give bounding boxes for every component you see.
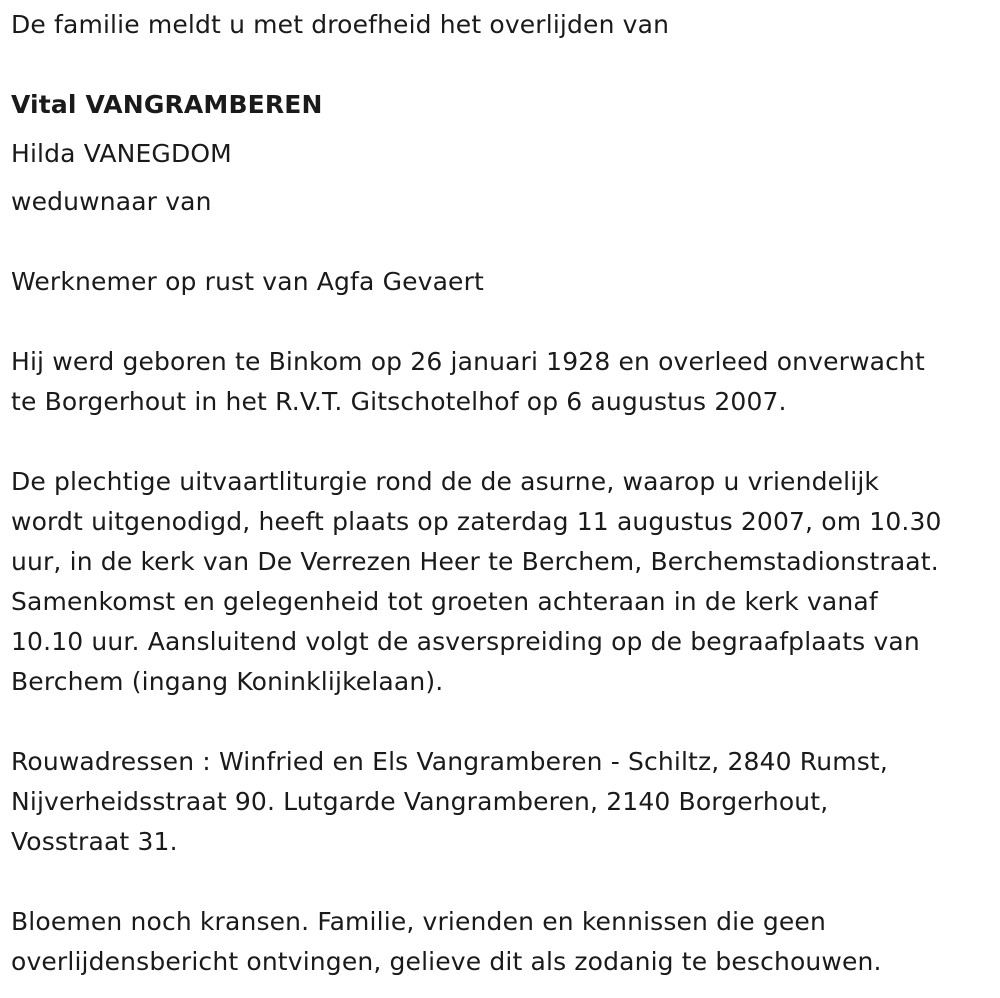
ceremony-line: Samenkomst en gelegenheid tot groeten achteraan in de kerk vanaf bbox=[11, 587, 878, 616]
ceremony-line: wordt uitgenodigd, heeft plaats op zaterdag 11 augustus 2007, om 10.30 bbox=[11, 507, 942, 536]
ceremony-line: 10.10 uur. Aansluitend volgt de asverspreiding op de begraafplaats van bbox=[11, 627, 920, 656]
closing-line: Bloemen noch kransen. Familie, vrienden en kennissen die geen bbox=[11, 907, 826, 936]
birth-death-line: te Borgerhout in het R.V.T. Gitschotelhof op 6 augustus 2007. bbox=[11, 387, 787, 416]
address-line: Rouwadressen : Winfried en Els Vangramberen - Schiltz, 2840 Rumst, bbox=[11, 747, 888, 776]
address-line: Vosstraat 31. bbox=[11, 827, 178, 856]
deceased-name: Vital VANGRAMBEREN bbox=[11, 90, 323, 119]
relation-label: weduwnaar van bbox=[11, 187, 212, 216]
closing-line: overlijdensbericht ontvingen, gelieve dit als zodanig te beschouwen. bbox=[11, 947, 882, 976]
ceremony-line: Berchem (ingang Koninklijkelaan). bbox=[11, 667, 444, 696]
address-line: Nijverheidsstraat 90. Lutgarde Vangramberen, 2140 Borgerhout, bbox=[11, 787, 829, 816]
birth-death-line: Hij werd geboren te Binkom op 26 januari 1928 en overleed onverwacht bbox=[11, 347, 925, 376]
occupation-line: Werknemer op rust van Agfa Gevaert bbox=[11, 267, 484, 296]
spouse-name: Hilda VANEGDOM bbox=[11, 139, 232, 168]
ceremony-line: De plechtige uitvaartliturgie rond de de asurne, waarop u vriendelijk bbox=[11, 467, 880, 496]
intro-line: De familie meldt u met droefheid het overlijden van bbox=[11, 10, 670, 39]
ceremony-line: uur, in de kerk van De Verrezen Heer te Berchem, Berchemstadionstraat. bbox=[11, 547, 939, 576]
